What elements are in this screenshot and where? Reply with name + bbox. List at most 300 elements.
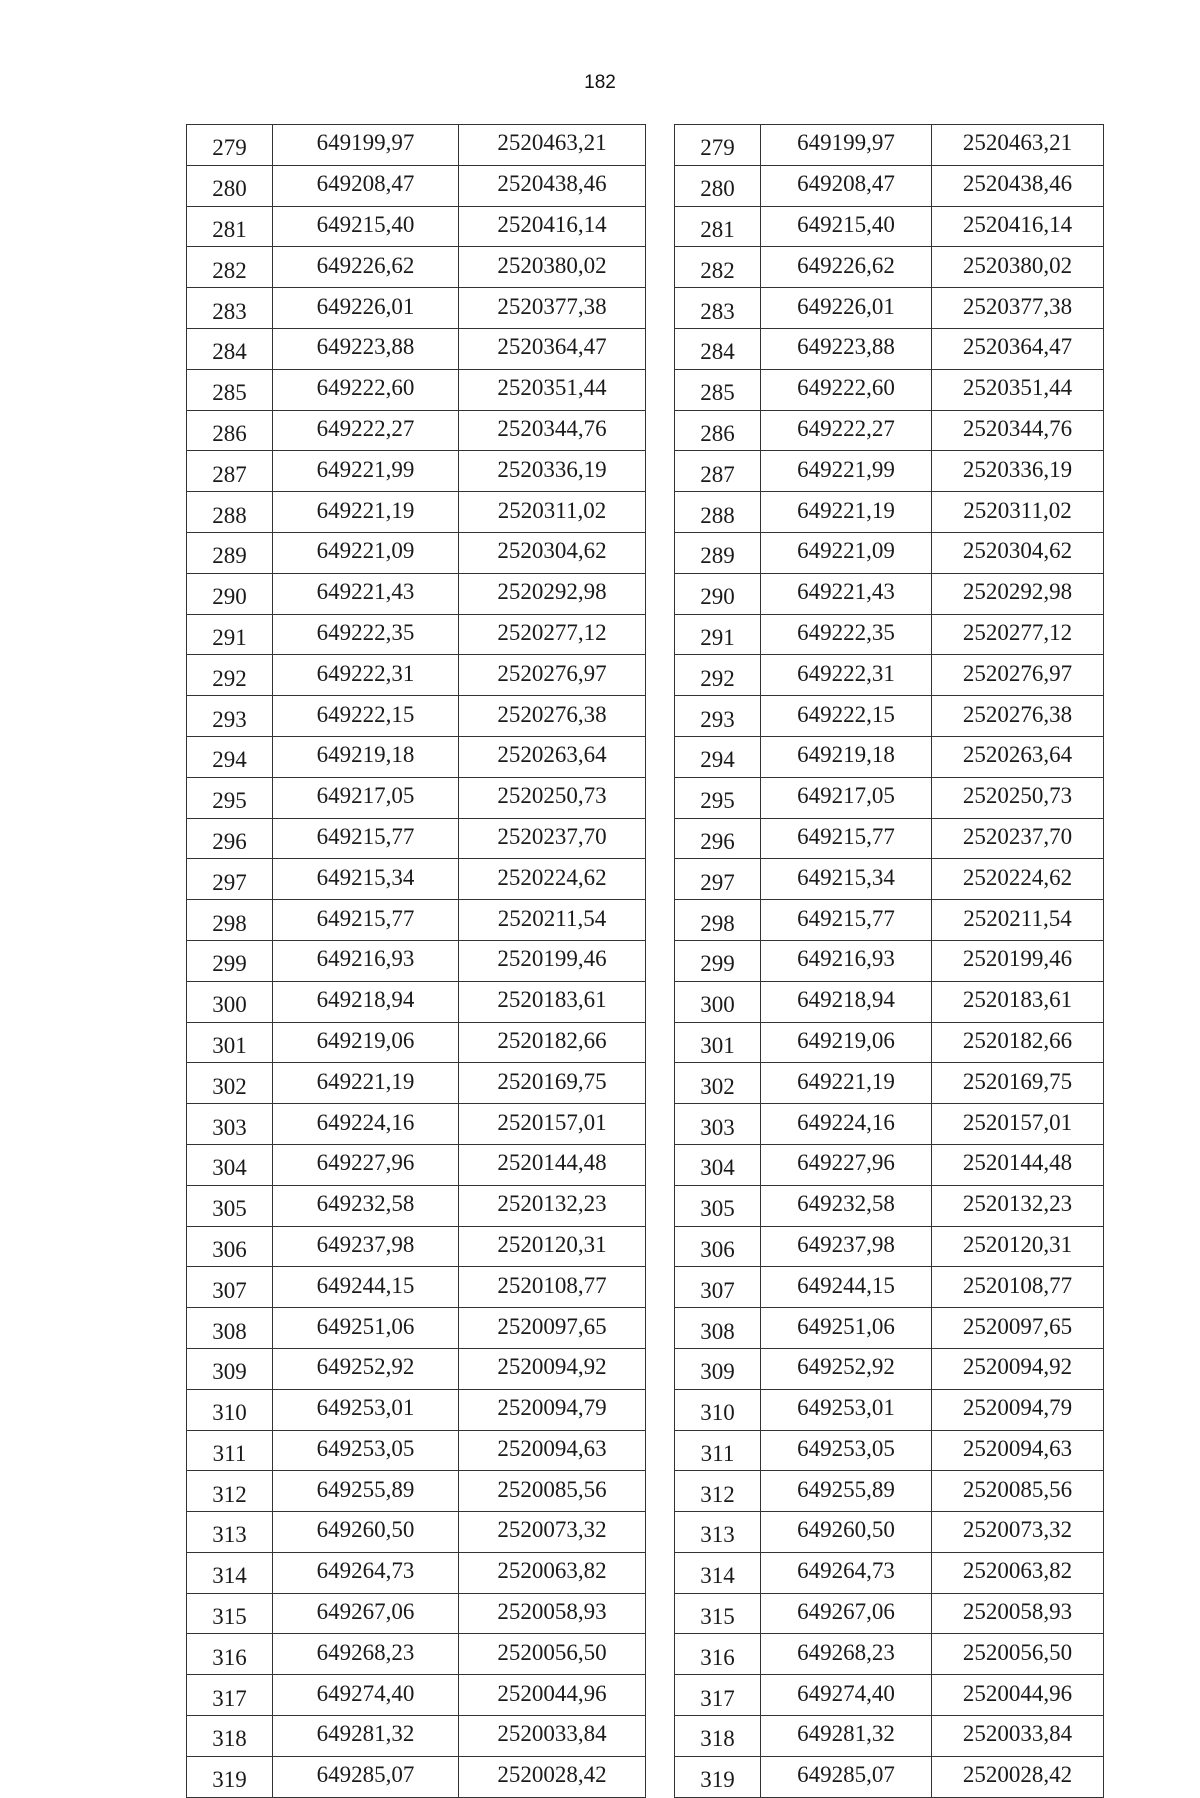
x-coordinate: 649226,01 (761, 288, 932, 329)
y-coordinate: 2520094,63 (459, 1430, 646, 1471)
y-coordinate: 2520336,19 (932, 451, 1104, 492)
point-number: 305 (675, 1185, 761, 1226)
y-coordinate: 2520276,38 (932, 696, 1104, 737)
x-coordinate: 649215,77 (273, 818, 459, 859)
point-number: 294 (675, 736, 761, 777)
point-number: 312 (187, 1471, 273, 1512)
point-number: 312 (675, 1471, 761, 1512)
table-row-left (187, 818, 646, 859)
y-coordinate: 2520211,54 (459, 900, 646, 941)
table-row-left (187, 1634, 646, 1675)
point-number: 314 (187, 1552, 273, 1593)
table-row-left (187, 1716, 646, 1757)
table-row-right (675, 981, 1104, 1022)
point-number: 300 (675, 981, 761, 1022)
x-coordinate: 649215,40 (761, 206, 932, 247)
x-coordinate: 649208,47 (761, 165, 932, 206)
x-coordinate: 649221,19 (273, 1063, 459, 1104)
table-row-left (187, 288, 646, 329)
y-coordinate: 2520094,79 (459, 1389, 646, 1430)
point-number: 293 (187, 696, 273, 737)
y-coordinate: 2520169,75 (459, 1063, 646, 1104)
x-coordinate: 649215,34 (273, 859, 459, 900)
x-coordinate: 649285,07 (761, 1756, 932, 1797)
table-row-right (675, 1022, 1104, 1063)
table-row-right (675, 1185, 1104, 1226)
y-coordinate: 2520144,48 (459, 1144, 646, 1185)
y-coordinate: 2520438,46 (459, 165, 646, 206)
table-row-right (675, 1063, 1104, 1104)
point-number: 304 (675, 1144, 761, 1185)
y-coordinate: 2520183,61 (459, 981, 646, 1022)
table-row-right (675, 328, 1104, 369)
point-number: 308 (187, 1308, 273, 1349)
table-row-left (187, 410, 646, 451)
point-number: 282 (675, 247, 761, 288)
x-coordinate: 649267,06 (273, 1593, 459, 1634)
x-coordinate: 649224,16 (273, 1104, 459, 1145)
table-row-left (187, 573, 646, 614)
table-row-right (675, 1348, 1104, 1389)
y-coordinate: 2520157,01 (932, 1104, 1104, 1145)
y-coordinate: 2520416,14 (459, 206, 646, 247)
table-row-right (675, 1634, 1104, 1675)
table-row-right (675, 369, 1104, 410)
y-coordinate: 2520292,98 (932, 573, 1104, 614)
y-coordinate: 2520157,01 (459, 1104, 646, 1145)
x-coordinate: 649268,23 (761, 1634, 932, 1675)
table-row-left (187, 1022, 646, 1063)
table-row-right (675, 777, 1104, 818)
table-row-right (675, 1552, 1104, 1593)
point-number: 299 (675, 940, 761, 981)
y-coordinate: 2520132,23 (459, 1185, 646, 1226)
point-number: 301 (187, 1022, 273, 1063)
point-number: 306 (675, 1226, 761, 1267)
point-number: 315 (187, 1593, 273, 1634)
x-coordinate: 649219,18 (761, 736, 932, 777)
y-coordinate: 2520094,92 (932, 1348, 1104, 1389)
x-coordinate: 649217,05 (273, 777, 459, 818)
x-coordinate: 649216,93 (273, 940, 459, 981)
x-coordinate: 649221,19 (273, 492, 459, 533)
x-coordinate: 649264,73 (273, 1552, 459, 1593)
x-coordinate: 649226,62 (761, 247, 932, 288)
y-coordinate: 2520094,92 (459, 1348, 646, 1389)
table-row-left (187, 125, 646, 166)
table-row-left (187, 247, 646, 288)
y-coordinate: 2520344,76 (459, 410, 646, 451)
x-coordinate: 649274,40 (761, 1675, 932, 1716)
page-number: 182 (584, 72, 616, 93)
point-number: 314 (675, 1552, 761, 1593)
y-coordinate: 2520463,21 (932, 125, 1104, 166)
x-coordinate: 649237,98 (273, 1226, 459, 1267)
x-coordinate: 649237,98 (761, 1226, 932, 1267)
table-row-left (187, 900, 646, 941)
table-row-left (187, 1308, 646, 1349)
point-number: 298 (675, 900, 761, 941)
table-row-left (187, 1185, 646, 1226)
y-coordinate: 2520033,84 (459, 1716, 646, 1757)
y-coordinate: 2520144,48 (932, 1144, 1104, 1185)
point-number: 280 (675, 165, 761, 206)
point-number: 294 (187, 736, 273, 777)
table-row-left (187, 1675, 646, 1716)
table-row-left (187, 1144, 646, 1185)
y-coordinate: 2520377,38 (932, 288, 1104, 329)
table-row-left (187, 1348, 646, 1389)
x-coordinate: 649226,62 (273, 247, 459, 288)
x-coordinate: 649222,60 (273, 369, 459, 410)
y-coordinate: 2520094,79 (932, 1389, 1104, 1430)
point-number: 285 (187, 369, 273, 410)
table-row-right (675, 1144, 1104, 1185)
point-number: 283 (187, 288, 273, 329)
y-coordinate: 2520344,76 (932, 410, 1104, 451)
point-number: 290 (187, 573, 273, 614)
y-coordinate: 2520108,77 (932, 1267, 1104, 1308)
point-number: 309 (675, 1348, 761, 1389)
table-row-right (675, 1716, 1104, 1757)
x-coordinate: 649222,31 (761, 655, 932, 696)
point-number: 288 (675, 492, 761, 533)
x-coordinate: 649199,97 (273, 125, 459, 166)
point-number: 313 (187, 1512, 273, 1553)
x-coordinate: 649215,77 (761, 900, 932, 941)
y-coordinate: 2520033,84 (932, 1716, 1104, 1757)
y-coordinate: 2520351,44 (932, 369, 1104, 410)
x-coordinate: 649227,96 (273, 1144, 459, 1185)
point-number: 318 (675, 1716, 761, 1757)
x-coordinate: 649251,06 (273, 1308, 459, 1349)
x-coordinate: 649221,19 (761, 492, 932, 533)
x-coordinate: 649253,05 (761, 1430, 932, 1471)
table-row-left (187, 165, 646, 206)
y-coordinate: 2520237,70 (932, 818, 1104, 859)
table-row-left (187, 369, 646, 410)
point-number: 296 (675, 818, 761, 859)
point-number: 319 (187, 1756, 273, 1797)
point-number: 307 (675, 1267, 761, 1308)
y-coordinate: 2520224,62 (459, 859, 646, 900)
x-coordinate: 649223,88 (761, 328, 932, 369)
y-coordinate: 2520364,47 (459, 328, 646, 369)
point-number: 297 (187, 859, 273, 900)
point-number: 290 (675, 573, 761, 614)
table-row-left (187, 1063, 646, 1104)
table-row-right (675, 1675, 1104, 1716)
y-coordinate: 2520380,02 (932, 247, 1104, 288)
y-coordinate: 2520120,31 (932, 1226, 1104, 1267)
x-coordinate: 649267,06 (761, 1593, 932, 1634)
table-row-right (675, 1226, 1104, 1267)
y-coordinate: 2520224,62 (932, 859, 1104, 900)
x-coordinate: 649251,06 (761, 1308, 932, 1349)
x-coordinate: 649232,58 (761, 1185, 932, 1226)
x-coordinate: 649221,43 (761, 573, 932, 614)
point-number: 296 (187, 818, 273, 859)
table-row-right (675, 573, 1104, 614)
y-coordinate: 2520304,62 (459, 532, 646, 573)
table-row-left (187, 328, 646, 369)
point-number: 288 (187, 492, 273, 533)
x-coordinate: 649222,27 (273, 410, 459, 451)
table-row-left (187, 1756, 646, 1797)
table-row-right (675, 165, 1104, 206)
y-coordinate: 2520263,64 (459, 736, 646, 777)
y-coordinate: 2520120,31 (459, 1226, 646, 1267)
x-coordinate: 649222,15 (761, 696, 932, 737)
point-number: 295 (187, 777, 273, 818)
point-number: 303 (187, 1104, 273, 1145)
table-row-right (675, 1430, 1104, 1471)
table-row-right (675, 410, 1104, 451)
x-coordinate: 649264,73 (761, 1552, 932, 1593)
y-coordinate: 2520211,54 (932, 900, 1104, 941)
point-number: 287 (187, 451, 273, 492)
y-coordinate: 2520183,61 (932, 981, 1104, 1022)
point-number: 317 (187, 1675, 273, 1716)
point-number: 310 (187, 1389, 273, 1430)
x-coordinate: 649224,16 (761, 1104, 932, 1145)
table-row-left (187, 940, 646, 981)
table-row-right (675, 859, 1104, 900)
table-row-right (675, 1471, 1104, 1512)
x-coordinate: 649221,09 (273, 532, 459, 573)
y-coordinate: 2520028,42 (932, 1756, 1104, 1797)
y-coordinate: 2520097,65 (459, 1308, 646, 1349)
y-coordinate: 2520097,65 (932, 1308, 1104, 1349)
y-coordinate: 2520056,50 (459, 1634, 646, 1675)
x-coordinate: 649285,07 (273, 1756, 459, 1797)
point-number: 289 (675, 532, 761, 573)
table-row-left (187, 655, 646, 696)
x-coordinate: 649219,06 (761, 1022, 932, 1063)
x-coordinate: 649255,89 (761, 1471, 932, 1512)
point-number: 315 (675, 1593, 761, 1634)
x-coordinate: 649219,18 (273, 736, 459, 777)
table-row-right (675, 1308, 1104, 1349)
x-coordinate: 649252,92 (761, 1348, 932, 1389)
table-row-right (675, 655, 1104, 696)
table-row-right (675, 532, 1104, 573)
y-coordinate: 2520199,46 (932, 940, 1104, 981)
y-coordinate: 2520276,97 (459, 655, 646, 696)
table-row-left (187, 1471, 646, 1512)
y-coordinate: 2520073,32 (932, 1512, 1104, 1553)
x-coordinate: 649252,92 (273, 1348, 459, 1389)
point-number: 285 (675, 369, 761, 410)
point-number: 293 (675, 696, 761, 737)
point-number: 310 (675, 1389, 761, 1430)
point-number: 283 (675, 288, 761, 329)
y-coordinate: 2520304,62 (932, 532, 1104, 573)
y-coordinate: 2520085,56 (459, 1471, 646, 1512)
y-coordinate: 2520132,23 (932, 1185, 1104, 1226)
table-row-right (675, 900, 1104, 941)
table-row-right (675, 247, 1104, 288)
x-coordinate: 649222,35 (273, 614, 459, 655)
table-row-right (675, 940, 1104, 981)
x-coordinate: 649226,01 (273, 288, 459, 329)
table-row-left (187, 451, 646, 492)
x-coordinate: 649244,15 (273, 1267, 459, 1308)
y-coordinate: 2520044,96 (459, 1675, 646, 1716)
point-number: 279 (187, 125, 273, 166)
table-row-left (187, 492, 646, 533)
table-row-right (675, 1389, 1104, 1430)
x-coordinate: 649221,19 (761, 1063, 932, 1104)
point-number: 284 (675, 328, 761, 369)
table-row-left (187, 696, 646, 737)
y-coordinate: 2520094,63 (932, 1430, 1104, 1471)
point-number: 311 (187, 1430, 273, 1471)
y-coordinate: 2520063,82 (459, 1552, 646, 1593)
y-coordinate: 2520377,38 (459, 288, 646, 329)
y-coordinate: 2520056,50 (932, 1634, 1104, 1675)
point-number: 286 (675, 410, 761, 451)
y-coordinate: 2520250,73 (932, 777, 1104, 818)
x-coordinate: 649218,94 (761, 981, 932, 1022)
point-number: 282 (187, 247, 273, 288)
x-coordinate: 649218,94 (273, 981, 459, 1022)
x-coordinate: 649253,01 (273, 1389, 459, 1430)
table-row-right (675, 492, 1104, 533)
x-coordinate: 649223,88 (273, 328, 459, 369)
point-number: 308 (675, 1308, 761, 1349)
y-coordinate: 2520182,66 (459, 1022, 646, 1063)
x-coordinate: 649215,40 (273, 206, 459, 247)
table-row-right (675, 1593, 1104, 1634)
y-coordinate: 2520182,66 (932, 1022, 1104, 1063)
point-number: 297 (675, 859, 761, 900)
y-coordinate: 2520263,64 (932, 736, 1104, 777)
point-number: 281 (675, 206, 761, 247)
x-coordinate: 649260,50 (273, 1512, 459, 1553)
point-number: 295 (675, 777, 761, 818)
y-coordinate: 2520292,98 (459, 573, 646, 614)
y-coordinate: 2520108,77 (459, 1267, 646, 1308)
point-number: 284 (187, 328, 273, 369)
table-row-left (187, 532, 646, 573)
table-row-right (675, 736, 1104, 777)
x-coordinate: 649215,77 (273, 900, 459, 941)
x-coordinate: 649222,35 (761, 614, 932, 655)
table-row-right (675, 288, 1104, 329)
y-coordinate: 2520276,38 (459, 696, 646, 737)
table-row-left (187, 1593, 646, 1634)
x-coordinate: 649215,34 (761, 859, 932, 900)
point-number: 299 (187, 940, 273, 981)
table-row-right (675, 451, 1104, 492)
table-row-right (675, 1104, 1104, 1145)
y-coordinate: 2520058,93 (932, 1593, 1104, 1634)
table-row-left (187, 1267, 646, 1308)
y-coordinate: 2520085,56 (932, 1471, 1104, 1512)
table-row-left (187, 1389, 646, 1430)
x-coordinate: 649255,89 (273, 1471, 459, 1512)
x-coordinate: 649274,40 (273, 1675, 459, 1716)
point-number: 291 (675, 614, 761, 655)
x-coordinate: 649244,15 (761, 1267, 932, 1308)
table-row-left (187, 1430, 646, 1471)
point-number: 311 (675, 1430, 761, 1471)
x-coordinate: 649260,50 (761, 1512, 932, 1553)
x-coordinate: 649221,99 (761, 451, 932, 492)
table-row-right (675, 125, 1104, 166)
table-row-left (187, 206, 646, 247)
y-coordinate: 2520364,47 (932, 328, 1104, 369)
point-number: 302 (187, 1063, 273, 1104)
x-coordinate: 649219,06 (273, 1022, 459, 1063)
y-coordinate: 2520463,21 (459, 125, 646, 166)
y-coordinate: 2520063,82 (932, 1552, 1104, 1593)
x-coordinate: 649281,32 (273, 1716, 459, 1757)
point-number: 291 (187, 614, 273, 655)
x-coordinate: 649222,27 (761, 410, 932, 451)
y-coordinate: 2520277,12 (932, 614, 1104, 655)
x-coordinate: 649221,43 (273, 573, 459, 614)
point-number: 313 (675, 1512, 761, 1553)
point-number: 307 (187, 1267, 273, 1308)
table-row-left (187, 859, 646, 900)
y-coordinate: 2520336,19 (459, 451, 646, 492)
x-coordinate: 649222,15 (273, 696, 459, 737)
y-coordinate: 2520277,12 (459, 614, 646, 655)
y-coordinate: 2520073,32 (459, 1512, 646, 1553)
point-number: 281 (187, 206, 273, 247)
point-number: 304 (187, 1144, 273, 1185)
point-number: 289 (187, 532, 273, 573)
y-coordinate: 2520416,14 (932, 206, 1104, 247)
point-number: 305 (187, 1185, 273, 1226)
table-row-left (187, 614, 646, 655)
x-coordinate: 649253,05 (273, 1430, 459, 1471)
point-number: 300 (187, 981, 273, 1022)
point-number: 292 (675, 655, 761, 696)
x-coordinate: 649199,97 (761, 125, 932, 166)
point-number: 302 (675, 1063, 761, 1104)
coordinates-table-right (674, 124, 1104, 1798)
point-number: 286 (187, 410, 273, 451)
point-number: 316 (675, 1634, 761, 1675)
x-coordinate: 649227,96 (761, 1144, 932, 1185)
y-coordinate: 2520380,02 (459, 247, 646, 288)
table-row-right (675, 1267, 1104, 1308)
table-row-right (675, 696, 1104, 737)
table-row-right (675, 1512, 1104, 1553)
coordinates-table-left (186, 124, 646, 1798)
y-coordinate: 2520311,02 (459, 492, 646, 533)
point-number: 287 (675, 451, 761, 492)
x-coordinate: 649281,32 (761, 1716, 932, 1757)
table-row-left (187, 1512, 646, 1553)
point-number: 309 (187, 1348, 273, 1389)
x-coordinate: 649232,58 (273, 1185, 459, 1226)
y-coordinate: 2520044,96 (932, 1675, 1104, 1716)
x-coordinate: 649253,01 (761, 1389, 932, 1430)
point-number: 319 (675, 1756, 761, 1797)
x-coordinate: 649221,09 (761, 532, 932, 573)
y-coordinate: 2520311,02 (932, 492, 1104, 533)
x-coordinate: 649215,77 (761, 818, 932, 859)
x-coordinate: 649268,23 (273, 1634, 459, 1675)
x-coordinate: 649208,47 (273, 165, 459, 206)
table-row-right (675, 818, 1104, 859)
point-number: 317 (675, 1675, 761, 1716)
table-row-right (675, 1756, 1104, 1797)
